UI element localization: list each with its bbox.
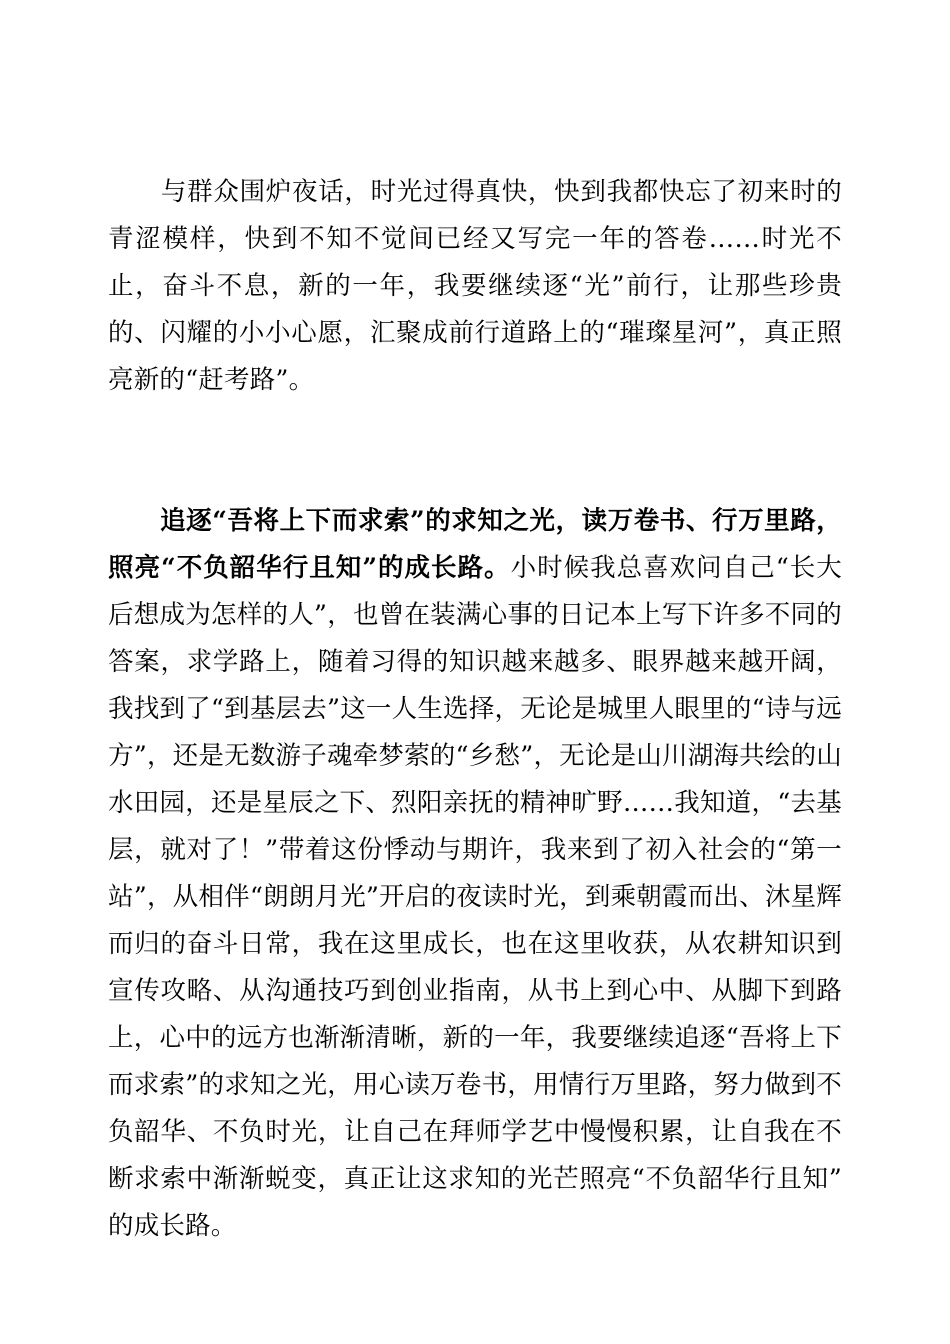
document-body: [108, 122, 842, 1297]
paragraph-2-text: 小时候我总喜欢问自己“长大后想成为怎样的人”，也曾在装满心事的日记本上写下许多不同的答案，求学路上，随着习得的知识越来越多、眼界越来越开阔，我找到了“到基层去”这一人生选择，无论是城里人眼里的“诗与远方”，还是无数游子魂牵梦萦的“乡愁”，无论是山川湖海共绘的山水田园，还是星辰之下、烈阳亲抚的精神旷野……我知道，“去基层，就对了！”带着这份悸动与期许，我来到了初入社会的“第一站”，从相伴“朗朗月光”开启的夜读时光，到乘朝霞而出、沐星辉而归的奋斗日常，我在这里成长，也在这里收获，从农耕知识到宣传攻略、从沟通技巧到创业指南，从书上到心中、从脚下到路上，心中的远方也渐渐清晰，新的一年，我要继续追逐“吾将上下而求索”的求知之光，用心读万卷书，用情行万里路，努力做到不负韶华、不负时光，让自己在拜师学艺中慢慢积累，让自我在不断求索中渐渐蜕变，真正让这求知的光芒照亮“不负韶华行且知”的成长路。: [108, 553, 842, 1241]
paragraph-2: [108, 451, 842, 1297]
paragraph-2-lead: 追逐“吾将上下而求索”的求知之光，读万卷书、行万里路，照亮“不负韶华行且知”的成长路。: [108, 506, 842, 583]
paragraph-1: [108, 122, 842, 451]
paragraph-1-text: 与群众围炉夜话，时光过得真快，快到我都快忘了初来时的青涩模样，快到不知不觉间已经又写完一年的答卷……时光不止，奋斗不息，新的一年，我要继续逐“光”前行，让那些珍贵的、闪耀的小小心愿，汇聚成前行道路上的“璀璨星河”，真正照亮新的“赶考路”。: [108, 177, 842, 395]
